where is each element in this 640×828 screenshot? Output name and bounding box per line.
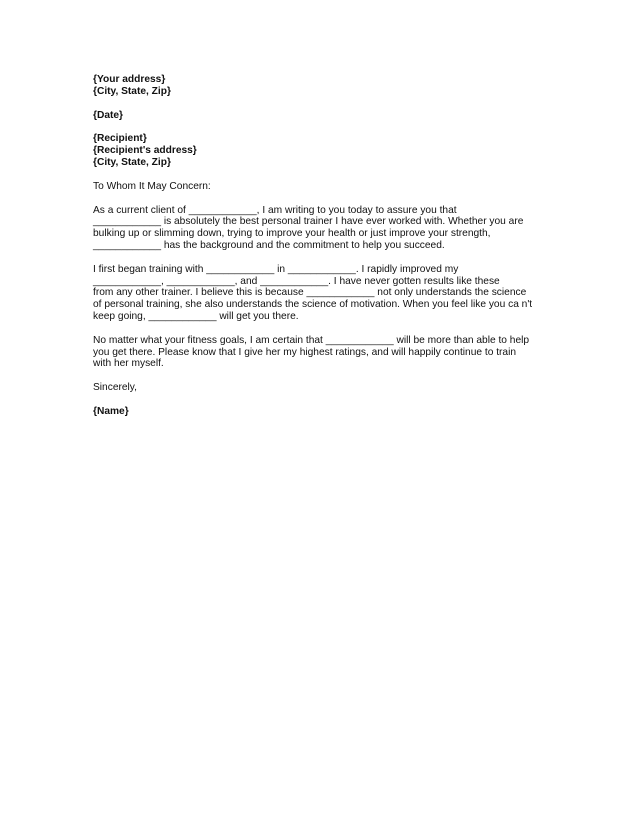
letter-date: {Date}	[93, 109, 124, 121]
paragraph-line: bulking up or slimming down, trying to improve your health or just improve your strength,	[93, 228, 491, 240]
recipient-name: {Recipient}	[93, 133, 147, 145]
paragraph-line: you get there. Please know that I give her my highest ratings, and will happily continue to train	[93, 346, 517, 358]
paragraph-line: ____________ has the background and the commitment to help you succeed.	[93, 239, 445, 251]
paragraph-line: ____________ is absolutely the best personal trainer I have ever worked with. Whether you are	[93, 216, 524, 228]
recipient-address: {Recipient's address}	[93, 145, 197, 157]
paragraph-line: of personal training, she also understands the science of motivation. When you feel like you ca n't	[93, 299, 533, 311]
salutation-text: To Whom It May Concern:	[93, 180, 211, 192]
signature-block	[93, 406, 533, 418]
paragraph-3	[93, 335, 533, 370]
closing-text: Sincerely,	[93, 382, 137, 394]
salutation	[93, 181, 533, 193]
sender-block	[93, 74, 533, 98]
sender-city-state-zip: {City, State, Zip}	[93, 85, 171, 97]
recipient-city-state-zip: {City, State, Zip}	[93, 156, 171, 168]
paragraph-line: keep going, ____________ will get you there.	[93, 310, 299, 322]
letter-body	[93, 74, 533, 418]
paragraph-line: As a current client of ____________, I am writing to you today to assure you that	[93, 204, 457, 216]
closing-block	[93, 382, 533, 394]
paragraph-line: I first began training with ____________ in ____________. I rapidly improved my	[93, 263, 459, 275]
paragraph-1	[93, 205, 533, 252]
paragraph-line: No matter what your fitness goals, I am certain that ____________ will be more than able to help	[93, 334, 530, 346]
signature-name: {Name}	[93, 405, 129, 417]
recipient-block	[93, 133, 533, 168]
date-block	[93, 110, 533, 122]
paragraph-line: with her myself.	[93, 358, 164, 370]
paragraph-line: from any other trainer. I believe this is because ____________ not only understands the science	[93, 287, 527, 299]
paragraph-2	[93, 264, 533, 323]
sender-address: {Your address}	[93, 74, 166, 85]
paragraph-line: ____________, ____________, and ____________. I have never gotten results like these	[93, 275, 500, 287]
